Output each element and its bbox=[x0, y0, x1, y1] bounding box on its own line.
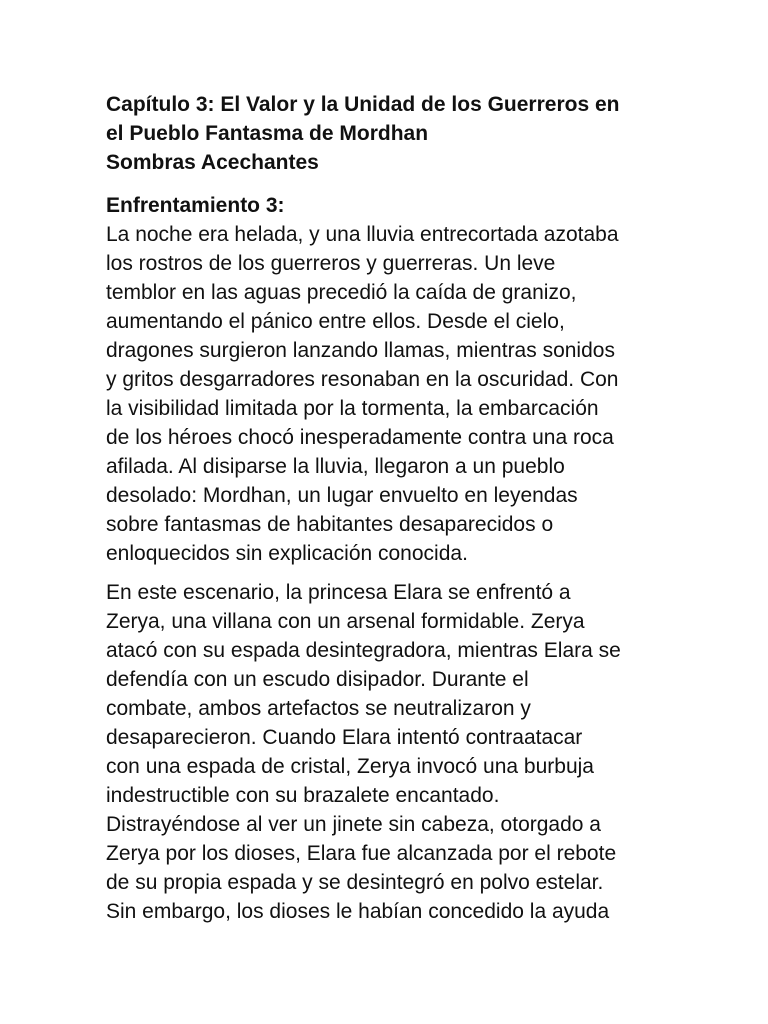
text-line: los rostros de los guerreros y guerreras. Un leve bbox=[106, 252, 556, 275]
text-line: sobre fantasmas de habitantes desaparecidos o bbox=[106, 513, 554, 536]
text-line: Distrayéndose al ver un jinete sin cabeza, otorgado a bbox=[106, 813, 601, 836]
paragraph-2 bbox=[106, 578, 676, 926]
text-line: de los héroes chocó inesperadamente contra una roca bbox=[106, 426, 614, 449]
chapter-title-line: Capítulo 3: El Valor y la Unidad de los Guerreros en bbox=[106, 93, 620, 116]
text-line: defendía con un escudo disipador. Durante el bbox=[106, 668, 529, 691]
text-line: afilada. Al disiparse la lluvia, llegaron a un pueblo bbox=[106, 455, 565, 478]
section-heading: Enfrentamiento 3: bbox=[106, 194, 285, 217]
chapter-subtitle: Sombras Acechantes bbox=[106, 151, 319, 174]
text-line: con una espada de cristal, Zerya invocó una burbuja bbox=[106, 755, 594, 778]
text-line: Sin embargo, los dioses le habían concedido la ayuda bbox=[106, 900, 610, 923]
text-line: La noche era helada, y una lluvia entrecortada azotaba bbox=[106, 223, 619, 246]
text-line: indestructible con su brazalete encantado. bbox=[106, 784, 500, 807]
text-line: atacó con su espada desintegradora, mientras Elara se bbox=[106, 639, 621, 662]
text-line: dragones surgieron lanzando llamas, mientras sonidos bbox=[106, 339, 615, 362]
text-line: enloquecidos sin explicación conocida. bbox=[106, 542, 468, 565]
text-line: En este escenario, la princesa Elara se enfrentó a bbox=[106, 581, 571, 604]
text-line: Zerya por los dioses, Elara fue alcanzada por el rebote bbox=[106, 842, 617, 865]
text-line: aumentando el pánico entre ellos. Desde el cielo, bbox=[106, 310, 565, 333]
text-line: de su propia espada y se desintegró en polvo estelar. bbox=[106, 871, 604, 894]
chapter-title bbox=[106, 90, 676, 177]
text-line: desaparecieron. Cuando Elara intentó contraatacar bbox=[106, 726, 583, 749]
chapter-title-line: el Pueblo Fantasma de Mordhan bbox=[106, 122, 429, 145]
text-line: y gritos desgarradores resonaban en la oscuridad. Con bbox=[106, 368, 619, 391]
document-page bbox=[106, 90, 676, 926]
text-line: la visibilidad limitada por la tormenta, la embarcación bbox=[106, 397, 599, 420]
text-line: combate, ambos artefactos se neutralizaron y bbox=[106, 697, 531, 720]
text-line: Zerya, una villana con un arsenal formidable. Zerya bbox=[106, 610, 585, 633]
text-line: temblor en las aguas precedió la caída de granizo, bbox=[106, 281, 577, 304]
text-line: desolado: Mordhan, un lugar envuelto en leyendas bbox=[106, 484, 578, 507]
paragraph-1 bbox=[106, 220, 676, 568]
